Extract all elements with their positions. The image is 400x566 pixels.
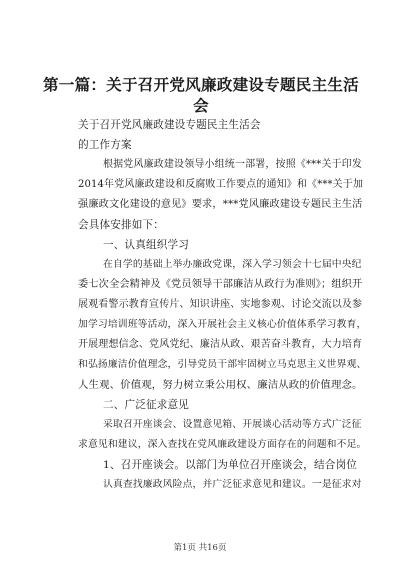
body-line: 1、召开座谈会。以部门为单位召开座谈会，结合岗位	[103, 459, 357, 471]
body-line: 开展理想信念、党风党纪、廉洁从政、艰苦奋斗教育，大力培育	[78, 339, 363, 350]
body-line: 加学习培训班等活动，深入开展社会主义核心价值体系学习教育，	[78, 319, 367, 330]
section-heading: 一、认真组织学习	[103, 239, 189, 251]
body-line: 关于召开党风廉政建设专题民主生活会	[78, 119, 261, 131]
body-line: 展观看警示教育宣传片、知识讲座、实地参观、讨论交流以及参	[78, 299, 363, 310]
body-line: 委七次全会精神及《党员领导干部廉洁从政行为准则》；组织开	[78, 279, 363, 290]
body-line: 会具体安排如下：	[78, 219, 164, 231]
body-line: 采取召开座谈会、设置意见箱、开展谈心活动等方式广泛征	[103, 419, 362, 430]
body-line: 和弘扬廉洁价值理念，引导党员干部牢固树立马克思主义世界观、	[78, 359, 367, 370]
section-heading: 二、广泛征求意见	[103, 399, 189, 411]
body-line: 强廉政文化建设的意见》要求，***党风廉政建设专题民主生活	[78, 199, 363, 210]
body-line: 在自学的基础上举办廉政党课，深入学习领会十七届中央纪	[103, 259, 362, 270]
body-line: 人生观、价值观，努力树立秉公用权、廉洁从政的价值理念。	[78, 379, 363, 391]
body-line: 2014年党风廉政建设和反腐败工作要点的通知》和《***关于加	[78, 179, 364, 190]
body-line: 求意见和建议，深入查找在党风廉政建设方面存在的问题和不足。	[78, 439, 367, 450]
body-line: 认真查找廉政风险点，并广泛征求意见和建议。一是征求对	[103, 479, 362, 490]
body-line: 的工作方案	[78, 139, 132, 151]
body-line: 根据党风廉政建设领导小组统一部署，按照《***关于印发	[103, 159, 363, 170]
page-footer: 第1页 共16页	[173, 543, 227, 553]
document-title: 第一篇：关于召开党风廉政建设专题民主生活会	[42, 75, 359, 115]
